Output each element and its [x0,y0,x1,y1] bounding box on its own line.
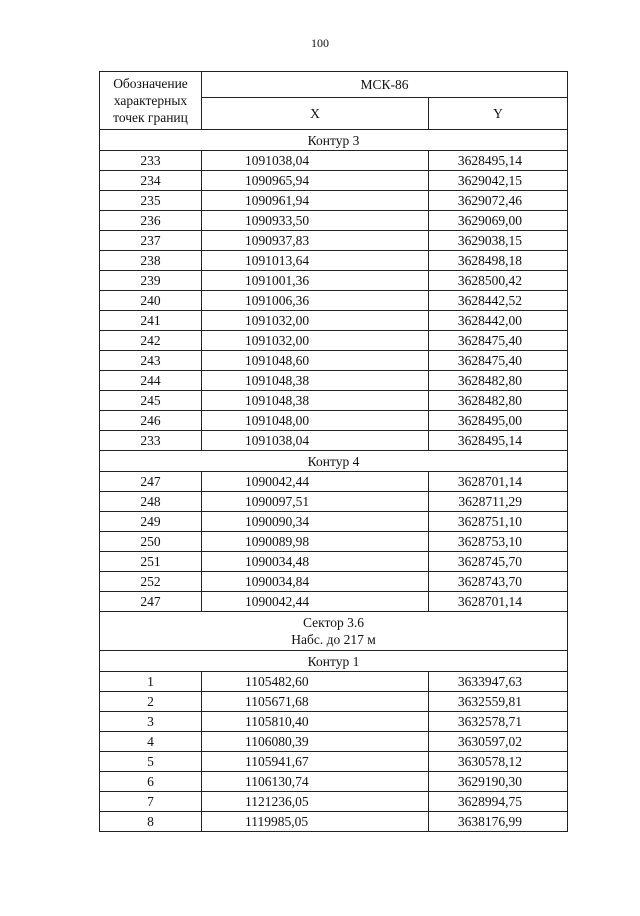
y-coordinate-cell: 3628753,10 [429,532,568,552]
x-coordinate-cell: 1105810,40 [202,712,429,732]
point-number-cell: 3 [100,712,202,732]
contour-header-row [100,651,568,672]
y-coordinate-cell: 3632559,81 [429,692,568,712]
x-column-header: X [202,98,429,130]
y-coordinate-cell: 3629072,46 [429,191,568,211]
x-coordinate-cell: 1090090,34 [202,512,429,532]
y-coordinate-cell: 3628475,40 [429,331,568,351]
y-coordinate-cell: 3628498,18 [429,251,568,271]
x-coordinate-cell: 1091038,04 [202,151,429,171]
y-coordinate-cell: 3628495,14 [429,431,568,451]
contour-title: Контур 3 [100,130,568,151]
y-coordinate-cell: 3628745,70 [429,552,568,572]
coordinates-table [99,71,568,832]
y-coordinate-cell: 3632578,71 [429,712,568,732]
sector-title-line: Набс. до 217 м [291,632,376,647]
y-coordinate-cell: 3633947,63 [429,672,568,692]
x-coordinate-cell: 1090961,94 [202,191,429,211]
table-body [100,130,568,832]
point-number-cell: 248 [100,492,202,512]
table-row [100,351,568,371]
x-coordinate-cell: 1091048,60 [202,351,429,371]
contour-header-row [100,451,568,472]
table-row [100,592,568,612]
x-coordinate-cell: 1121236,05 [202,792,429,812]
point-number-cell: 1 [100,672,202,692]
point-number-cell: 4 [100,732,202,752]
point-number-cell: 252 [100,572,202,592]
x-coordinate-cell: 1105941,67 [202,752,429,772]
y-coordinate-cell: 3628701,14 [429,472,568,492]
table-row [100,211,568,231]
table-row [100,792,568,812]
sector-title-line: Сектор 3.6 [302,615,364,630]
table-row [100,692,568,712]
page-number: 100 [311,36,329,50]
x-coordinate-cell: 1090933,50 [202,211,429,231]
table-row [100,431,568,451]
point-number-cell: 234 [100,171,202,191]
table-row [100,812,568,832]
x-coordinate-cell: 1091048,00 [202,411,429,431]
point-number-cell: 239 [100,271,202,291]
x-coordinate-cell: 1091032,00 [202,331,429,351]
table-row [100,191,568,211]
x-coordinate-cell: 1090937,83 [202,231,429,251]
point-number-cell: 247 [100,472,202,492]
x-coordinate-cell: 1091048,38 [202,391,429,411]
table-row [100,772,568,792]
contour-title: Контур 4 [100,451,568,472]
y-coordinate-cell: 3630597,02 [429,732,568,752]
point-number-cell: 235 [100,191,202,211]
point-number-cell: 246 [100,411,202,431]
point-number-cell: 238 [100,251,202,271]
x-coordinate-cell: 1090089,98 [202,532,429,552]
table-row [100,492,568,512]
table-row [100,572,568,592]
table-row [100,251,568,271]
x-coordinate-cell: 1091006,36 [202,291,429,311]
x-coordinate-cell: 1091038,04 [202,431,429,451]
y-coordinate-cell: 3629190,30 [429,772,568,792]
coordinate-system-header: МСК-86 [202,72,568,98]
point-number-cell: 250 [100,532,202,552]
point-number-cell: 6 [100,772,202,792]
point-number-cell: 2 [100,692,202,712]
table-row [100,371,568,391]
y-coordinate-cell: 3628743,70 [429,572,568,592]
table-row [100,151,568,171]
x-coordinate-cell: 1090034,84 [202,572,429,592]
x-coordinate-cell: 1090042,44 [202,592,429,612]
table-row [100,391,568,411]
point-number-cell: 245 [100,391,202,411]
table-row [100,331,568,351]
y-coordinate-cell: 3630578,12 [429,752,568,772]
y-coordinate-cell: 3628442,52 [429,291,568,311]
y-coordinate-cell: 3638176,99 [429,812,568,832]
table-row [100,271,568,291]
point-number-cell: 237 [100,231,202,251]
designation-label-line: характерных [113,93,188,108]
x-coordinate-cell: 1105482,60 [202,672,429,692]
y-coordinate-cell: 3629042,15 [429,171,568,191]
y-column-header: Y [429,98,568,130]
y-coordinate-cell: 3628495,00 [429,411,568,431]
y-coordinate-cell: 3628442,00 [429,311,568,331]
table-row [100,672,568,692]
point-number-cell: 240 [100,291,202,311]
y-coordinate-cell: 3628482,80 [429,371,568,391]
x-coordinate-cell: 1106080,39 [202,732,429,752]
y-coordinate-cell: 3628500,42 [429,271,568,291]
x-coordinate-cell: 1090097,51 [202,492,429,512]
contour-header-row [100,130,568,151]
x-coordinate-cell: 1091032,00 [202,311,429,331]
table-row [100,411,568,431]
point-number-cell: 233 [100,151,202,171]
x-coordinate-cell: 1091001,36 [202,271,429,291]
point-number-cell: 247 [100,592,202,612]
point-number-cell: 243 [100,351,202,371]
sector-title [100,612,568,651]
y-coordinate-cell: 3628994,75 [429,792,568,812]
y-coordinate-cell: 3629038,15 [429,231,568,251]
y-coordinate-cell: 3628482,80 [429,391,568,411]
x-coordinate-cell: 1119985,05 [202,812,429,832]
table-row [100,552,568,572]
designation-header [100,72,202,130]
table-row [100,472,568,492]
point-number-cell: 5 [100,752,202,772]
point-number-cell: 8 [100,812,202,832]
sector-header-row [100,612,568,651]
y-coordinate-cell: 3628495,14 [429,151,568,171]
designation-label-line: точек границ [113,110,188,125]
x-coordinate-cell: 1106130,74 [202,772,429,792]
x-coordinate-cell: 1091013,64 [202,251,429,271]
table-row [100,171,568,191]
table-row [100,291,568,311]
table-row [100,752,568,772]
x-coordinate-cell: 1090034,48 [202,552,429,572]
point-number-cell: 233 [100,431,202,451]
y-coordinate-cell: 3629069,00 [429,211,568,231]
x-coordinate-cell: 1090965,94 [202,171,429,191]
point-number-cell: 7 [100,792,202,812]
y-coordinate-cell: 3628751,10 [429,512,568,532]
x-coordinate-cell: 1105671,68 [202,692,429,712]
table-row [100,532,568,552]
table-row [100,712,568,732]
point-number-cell: 251 [100,552,202,572]
point-number-cell: 236 [100,211,202,231]
point-number-cell: 242 [100,331,202,351]
table-row [100,512,568,532]
table-row [100,311,568,331]
y-coordinate-cell: 3628701,14 [429,592,568,612]
point-number-cell: 249 [100,512,202,532]
designation-label-line: Обозначение [113,76,188,91]
point-number-cell: 241 [100,311,202,331]
contour-title: Контур 1 [100,651,568,672]
x-coordinate-cell: 1091048,38 [202,371,429,391]
point-number-cell: 244 [100,371,202,391]
y-coordinate-cell: 3628475,40 [429,351,568,371]
table-row [100,732,568,752]
y-coordinate-cell: 3628711,29 [429,492,568,512]
table-row [100,231,568,251]
x-coordinate-cell: 1090042,44 [202,472,429,492]
